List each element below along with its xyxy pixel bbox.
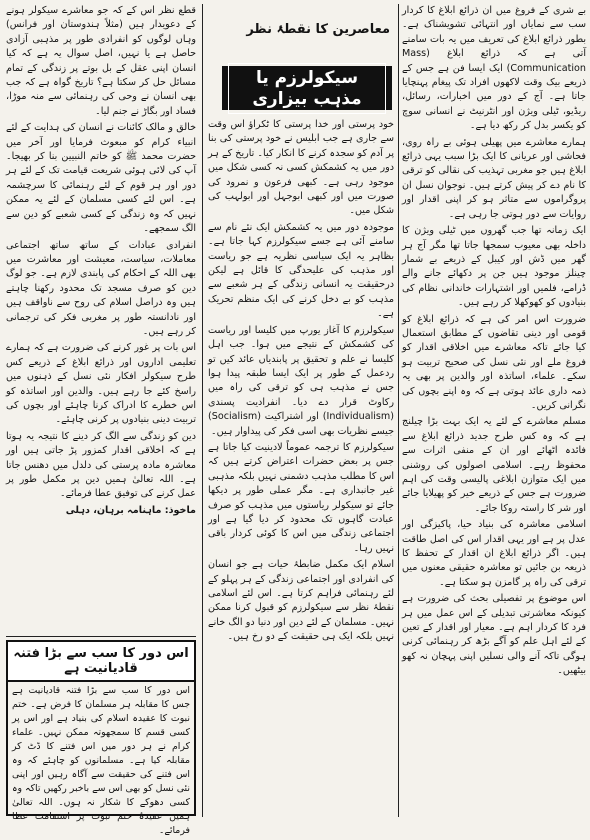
right-paragraph-4: ضرورت اس امر کی ہے کہ ذرائع ابلاغ کو قومی اور دینی تقاضوں کے مطابق استعمال کیا جائے تاکہ معاشرے میں اخلاقی اقدار کو فروغ ملے اور نئی نسل کی صحیح تربیت ہو سکے۔ علماء، اساتذہ اور والدین پر بھی یہ ذمہ داری عائد ہوتی ہے کہ وہ اپنے بچوں کی نگرانی کریں۔ — [402, 313, 586, 411]
left-paragraph-4: اس بات پر غور کرنے کی ضرورت ہے کہ ہمارے تعلیمی اداروں اور ذرائع ابلاغ کے ذریعے کس طرح سیکولر افکار نئی نسل کے ذہنوں میں راسخ کئے جا رہے ہیں۔ والدین اور اساتذہ کو اس خطرے کا ادراک کرنا چاہئے اور بچوں کی تربیت دینی بنیادوں پر کرنی چاہئے۔ — [6, 342, 196, 426]
section-title: معاصرین کا نقطۂ نظر — [246, 22, 390, 37]
left-paragraph-2: خالق و مالک کائنات نے انسان کی ہدایت کے لئے انبیاء کرام کو مبعوث فرمایا اور آخر میں حضرت محمد ﷺ کو خاتم النبیین بنا کر بھیجا۔ آپ کی لائی ہوئی شریعت قیامت تک کے لئے ہر دور اور ہر قوم کے لئے رہنمائی کا سرچشمہ ہے۔ اس لئے کسی مسلمان کے لئے یہ ممکن نہیں کہ وہ زندگی کے کسی شعبے کو دین سے الگ سمجھے۔ — [6, 122, 196, 235]
right-paragraph-2: ہمارے معاشرے میں پھیلی ہوئی بے راہ روی، فحاشی اور عریانی کا ایک بڑا سبب یہی ذرائع ابلاغ ہیں جو مغربی تہذیب کی نقالی کو ترقی کا نام دے کر پیش کرتے ہیں۔ نوجوان نسل ان پروگراموں سے متاثر ہو کر اپنی اقدار اور روایات سے دور ہوتی جا رہی ہے۔ — [402, 136, 586, 220]
left-paragraph-1: قطع نظر اس کے کہ جو معاشرے سیکولر ہونے کے دعویدار ہیں (مثلاً ہندوستان اور فرانس) وہاں لوگوں کو انفرادی طور پر مذہبی آزادی حاصل ہے یا نہیں، اصل سوال یہ ہے کہ کیا انسان اپنی عقل کے بل بوتے پر زندگی کے تمام مسائل حل کر سکتا ہے؟ تاریخ گواہ ہے کہ جب بھی انسان نے وحی کی رہنمائی سے منہ موڑا، فساد اور بگاڑ نے جنم لیا۔ — [6, 5, 196, 117]
headline-box — [222, 66, 392, 110]
middle-paragraph-5: اسلام ایک مکمل ضابطۂ حیات ہے جو انسان کی انفرادی اور اجتماعی زندگی کے ہر پہلو کے لئے رہنمائی فراہم کرتا ہے۔ اس لئے اسلامی نقطۂ نظر سے سیکولرزم کو قبول کرنا ممکن نہیں۔ مسلمان کے لئے دین اور دنیا دو الگ خانے نہیں بلکہ ایک ہی حقیقت کے دو رخ ہیں۔ — [208, 559, 394, 643]
left-paragraph-5: دین کو زندگی سے الگ کر دینے کا نتیجہ یہ ہوتا ہے کہ اخلاقی اقدار کمزور پڑ جاتی ہیں اور معاشرہ مادہ پرستی کی دلدل میں دھنس جاتا ہے۔ اللہ تعالیٰ ہمیں دین پر مکمل طور پر عمل کرنے کی توفیق عطا فرمائے۔ — [6, 430, 196, 500]
credit-line: ماخوذ: ماہنامہ برہان، دہلی — [65, 504, 196, 516]
middle-paragraph-1: خود پرستی اور خدا پرستی کا ٹکراؤ اس وقت سے جاری ہے جب ابلیس نے خود پرستی کی بنا پر آدم کو سجدہ کرنے کا انکار کیا۔ تاریخ کے ہر دور میں یہ کشمکش کسی نہ کسی شکل میں موجود رہی ہے۔ کبھی فرعون و نمرود کی صورت میں اور کبھی ابوجہل اور ابولہب کی شکل میں۔ — [208, 119, 394, 217]
boxed-article-body: اس دور کا سب سے بڑا فتنہ قادیانیت ہے جس کا مقابلہ ہر مسلمان کا فرض ہے۔ ختم نبوت کا عقیدہ اسلام کی بنیاد ہے اور اس پر کسی قسم کا سمجھوتہ ممکن نہیں۔ علماء کرام نے ہر دور میں اس فتنے کا ڈٹ کر مقابلہ کیا ہے۔ مسلمانوں کو چاہئے کہ وہ اس فتنے کی حقیقت سے آگاہ رہیں اور اپنی نئی نسل کو بھی اس سے باخبر رکھیں تاکہ وہ کسی دھوکے کا شکار نہ ہوں۔ اللہ تعالیٰ ہمیں عقیدۂ ختم نبوت پر استقامت عطا فرمائے۔ — [12, 685, 190, 836]
horizontal-rule — [6, 636, 196, 637]
middle-paragraph-4: سیکولرزم کا ترجمہ عموماً لادینیت کیا جاتا ہے جس پر بعض حضرات اعتراض کرتے ہیں کہ اس کا مطلب مذہب دشمنی نہیں بلکہ مذہبی غیر جانبداری ہے۔ مگر عملی طور پر دیکھا جائے تو سیکولر ریاستوں میں مذہب کو صرف عبادت گاہوں تک محدود کر دیا گیا ہے اور اجتماعی زندگی میں اس کا کوئی کردار باقی نہیں رہا۔ — [208, 441, 394, 554]
middle-paragraph-2: موجودہ دور میں یہ کشمکش ایک نئے نام سے سامنے آئی ہے جسے سیکولرزم کہا جاتا ہے۔ بظاہر یہ ایک سیاسی نظریہ ہے جو ریاست اور مذہب کی علیحدگی کا قائل ہے لیکن درحقیقت یہ انسانی زندگی کے ہر شعبے سے مذہب کو بے دخل کرنے کی ایک منظم تحریک ہے۔ — [208, 221, 394, 320]
right-column — [402, 4, 586, 817]
right-paragraph-3: ایک زمانہ تھا جب گھروں میں ٹیلی ویژن کا داخلہ بھی معیوب سمجھا جاتا تھا مگر آج ہر گھر میں ڈش اور کیبل کے ذریعے بے شمار چینلز موجود ہیں جن پر دکھائے جانے والے ڈرامے، فلمیں اور اشتہارات خاندانی نظام کی بنیادوں کو کھوکھلا کر رہے ہیں۔ — [402, 225, 586, 309]
column-divider-right — [398, 4, 399, 817]
right-paragraph-5: مسلم معاشرے کے لئے یہ ایک بہت بڑا چیلنج ہے کہ وہ کس طرح جدید ذرائع ابلاغ سے فائدہ اٹھائے اور ان کے منفی اثرات سے محفوظ رہے۔ اسلامی اصولوں کی روشنی میں ایک متوازن ابلاغی پالیسی وقت کی اہم ضرورت ہے جس کے ذریعے خیر کو پھیلایا جائے اور شر کا راستہ روکا جائے۔ — [402, 416, 586, 514]
boxed-article — [6, 640, 196, 836]
left-paragraph-3: انفرادی عبادات کے ساتھ ساتھ اجتماعی معاملات، سیاست، معیشت اور معاشرت میں بھی اللہ کے احکام کی پابندی لازم ہے۔ جو لوگ دین کو صرف مسجد تک محدود رکھنا چاہتے ہیں وہ دراصل اسلام کی روح سے ناواقف ہیں اور نادانستہ طور پر مغربی فکر کی ترجمانی کر رہے ہیں۔ — [6, 239, 196, 337]
right-paragraph-6: اسلامی معاشرہ کی بنیاد حیا، پاکیزگی اور عدل پر ہے اور یہی اقدار اس کی اصل طاقت ہیں۔ اگر ذرائع ابلاغ ان اقدار کے تحفظ کا ذریعہ بن جائیں تو معاشرہ حقیقی معنوں میں ترقی کی راہ پر گامزن ہو سکتا ہے۔ — [402, 519, 586, 588]
column-divider-left — [202, 4, 203, 817]
right-paragraph-7: اس موضوع پر تفصیلی بحث کی ضرورت ہے کیونکہ معاشرتی تبدیلی کے اس عمل میں ہر فرد کا کردار اہم ہے۔ معیار اور اقدار کے تعین کے لئے اہل علم کو آگے بڑھ کر رہنمائی کرنی ہوگی تاکہ آنے والی نسلیں اپنی پہچان نہ کھو بیٹھیں۔ — [402, 593, 586, 677]
right-paragraph-1: بے شری کے فروغ میں ان ذرائع ابلاغ کا کردار سب سے نمایاں اور انتہائی تشویشناک ہے۔ بطور ذرائع ابلاغ کی تعریف میں یہ بات سامنے آتی ہے کہ ذرائع ابلاغ (Mass Communication) ایک ایسا فن ہے جس کے ذریعے بیک وقت لاکھوں افراد تک پیغام پہنچایا جاتا ہے۔ آج کے دور میں اخبارات، رسائل، ریڈیو، ٹیلی ویژن اور انٹرنیٹ نے انسانی سوچ کو یکسر بدل کر رکھ دیا ہے۔ — [402, 5, 586, 132]
boxed-article-title: اس دور کا سب سے بڑا فتنہ قادیانیت ہے — [8, 642, 194, 682]
left-column — [6, 4, 196, 634]
middle-paragraph-3: سیکولرزم کا آغاز یورپ میں کلیسا اور ریاست کی کشمکش کے نتیجے میں ہوا۔ جب اہل کلیسا نے علم و تحقیق پر پابندیاں عائد کیں تو ردعمل کے طور پر ایک ایسا طبقہ پیدا ہوا جس نے مذہب ہی کو ترقی کی راہ میں رکاوٹ قرار دے دیا۔ انفرادیت پسندی (Individualism) اور اشتراکیت (Socialism) جیسے نظریات بھی اسی فکر کی پیداوار ہیں۔ — [208, 324, 394, 437]
middle-column — [208, 118, 394, 817]
article-headline: سیکولرزم یا مذہب بیزاری — [228, 63, 386, 114]
